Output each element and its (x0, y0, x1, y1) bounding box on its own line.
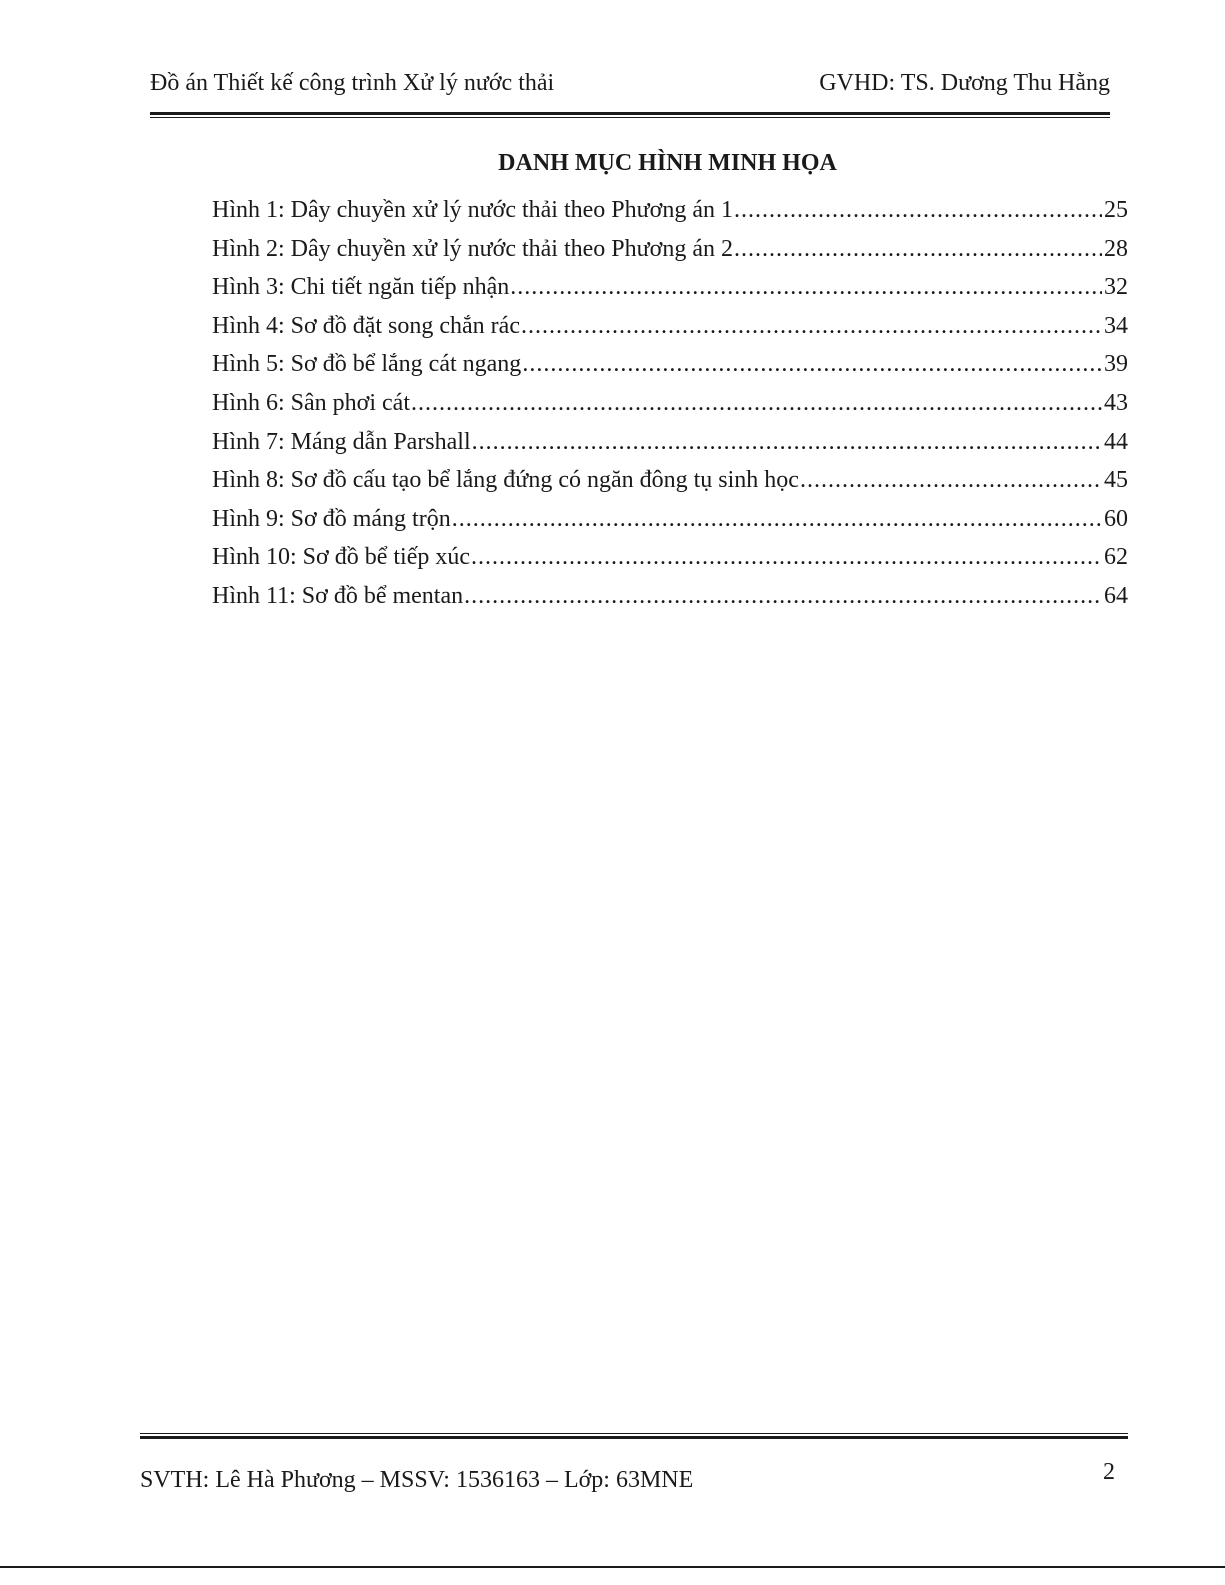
figure-entry[interactable] (212, 425, 1128, 464)
figure-entry-label: Hình 10: Sơ đồ bể tiếp xúc (212, 544, 470, 571)
dot-leader (521, 309, 1102, 343)
figure-entry-page: 64 (1104, 582, 1128, 609)
footer-student-info: SVTH: Lê Hà Phương – MSSV: 1536163 – Lớp: 63MNE (140, 1467, 694, 1493)
dot-leader (510, 270, 1102, 304)
figure-entry-page: 28 (1104, 235, 1128, 262)
dot-leader (472, 425, 1102, 459)
figure-entry[interactable] (212, 579, 1128, 618)
figure-entry[interactable] (212, 193, 1128, 232)
figure-entry-page: 62 (1104, 544, 1128, 571)
figure-entry-label: Hình 7: Máng dẫn Parshall (212, 428, 471, 455)
figure-entry-label: Hình 6: Sân phơi cát (212, 389, 410, 416)
figure-entry[interactable] (212, 232, 1128, 271)
figure-entry[interactable] (212, 502, 1128, 541)
figure-entry-label: Hình 4: Sơ đồ đặt song chắn rác (212, 312, 520, 339)
figure-entry-label: Hình 5: Sơ đồ bể lắng cát ngang (212, 351, 522, 378)
figure-entry-label: Hình 11: Sơ đồ bể mentan (212, 582, 464, 609)
figure-entry-page: 32 (1104, 274, 1128, 301)
dot-leader (734, 193, 1102, 227)
figure-entry[interactable] (212, 463, 1128, 502)
figure-entry-label: Hình 9: Sơ đồ máng trộn (212, 505, 451, 532)
header-project-title: Đồ án Thiết kế công trình Xử lý nước thải (150, 70, 555, 96)
dot-leader (464, 579, 1102, 613)
figure-entry-page: 39 (1104, 351, 1128, 378)
header-advisor: GVHD: TS. Dương Thu Hằng (819, 70, 1110, 96)
page-bottom-edge (0, 1566, 1225, 1568)
figure-entry-page: 45 (1104, 467, 1128, 494)
figure-entry[interactable] (212, 309, 1128, 348)
page-header (150, 70, 1110, 106)
header-rule (150, 112, 1110, 118)
page-number: 2 (1103, 1459, 1115, 1485)
dot-leader (522, 347, 1102, 381)
list-of-figures (212, 193, 1128, 618)
figure-entry-page: 60 (1104, 505, 1128, 532)
dot-leader (800, 463, 1102, 497)
figure-entry[interactable] (212, 270, 1128, 309)
figure-entry-label: Hình 3: Chi tiết ngăn tiếp nhận (212, 274, 510, 301)
footer-rule (140, 1433, 1128, 1439)
figure-entry[interactable] (212, 540, 1128, 579)
figure-entry-page: 43 (1104, 389, 1128, 416)
figure-entry-label: Hình 1: Dây chuyền xử lý nước thải theo Phương án 1 (212, 197, 733, 223)
figure-entry-label: Hình 8: Sơ đồ cấu tạo bể lắng đứng có ngăn đông tụ sinh học (212, 467, 799, 494)
list-of-figures-title: DANH MỤC HÌNH MINH HỌA (498, 150, 837, 176)
dot-leader (452, 502, 1102, 536)
figure-entry-page: 34 (1104, 312, 1128, 339)
figure-entry[interactable] (212, 347, 1128, 386)
dot-leader (471, 540, 1102, 574)
figure-entry-label: Hình 2: Dây chuyền xử lý nước thải theo Phương án 2 (212, 235, 733, 262)
figure-entry-page: 25 (1104, 197, 1128, 223)
figure-entry-page: 44 (1104, 428, 1128, 455)
dot-leader (734, 232, 1102, 266)
dot-leader (411, 386, 1102, 420)
figure-entry[interactable] (212, 386, 1128, 425)
page-footer (140, 1459, 1115, 1503)
